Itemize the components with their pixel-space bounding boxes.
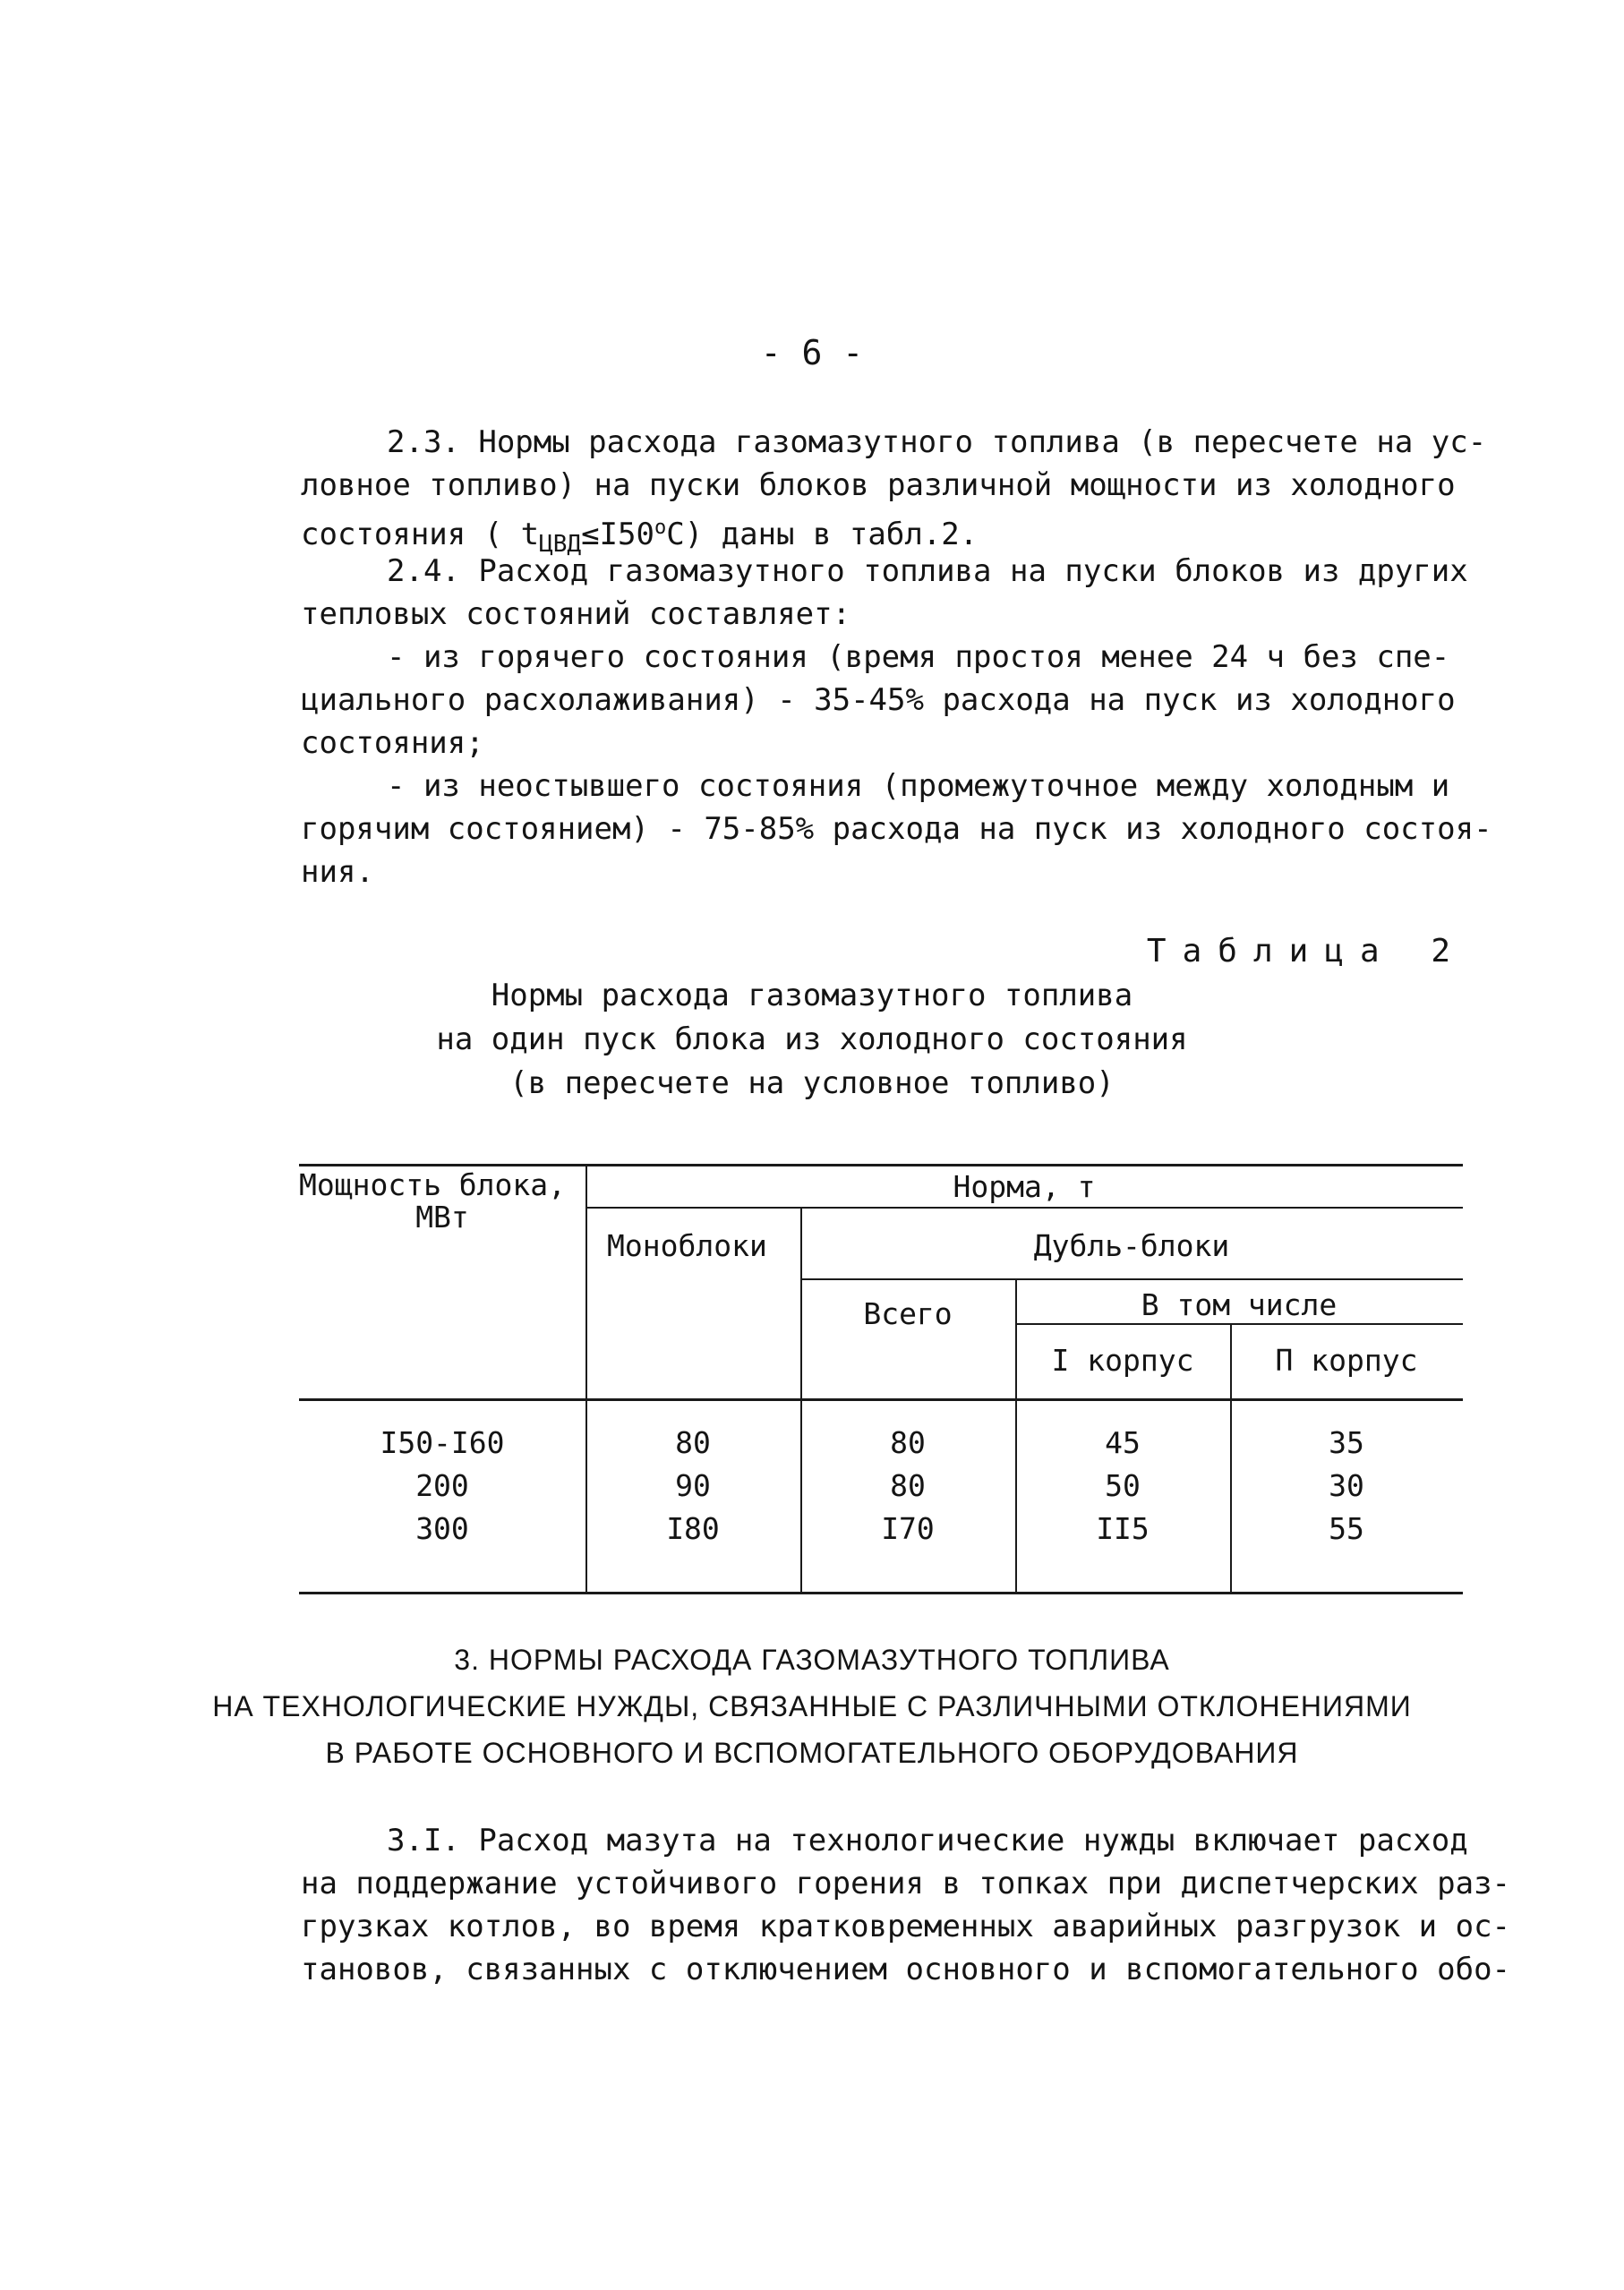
text-line: тановов, связанных с отключением основного и вспомогательного обо- bbox=[301, 1952, 1511, 1987]
cell-housing-1: II5 bbox=[1096, 1511, 1150, 1546]
caption-line: Нормы расхода газомазутного топлива bbox=[491, 978, 1133, 1013]
cell-housing-2: 35 bbox=[1329, 1425, 1364, 1460]
heading-line: В РАБОТЕ ОСНОВНОГО И ВСПОМОГАТЕЛЬНОГО ОБОРУДОВАНИЯ bbox=[325, 1737, 1299, 1769]
subscript: ЦВД bbox=[539, 531, 582, 558]
caption-line: (в пересчете на условное топливо) bbox=[509, 1065, 1115, 1101]
cell-total: 80 bbox=[890, 1425, 926, 1460]
text-line: - из неостывшего состояния (промежуточное между холодным и bbox=[387, 768, 1450, 804]
norms-table bbox=[299, 1164, 1463, 1594]
table-caption bbox=[0, 974, 1624, 1106]
text-line: - из горячего состояния (время простоя менее 24 ч без спе- bbox=[387, 639, 1450, 675]
cell-mono: 90 bbox=[675, 1468, 711, 1503]
cell-mono: 80 bbox=[675, 1425, 711, 1460]
text-fragment: С) даны в табл.2. bbox=[666, 517, 979, 552]
section-3-heading bbox=[0, 1636, 1624, 1776]
text-line: ловное топливо) на пуски блоков различной мощности из холодного bbox=[301, 467, 1456, 503]
header-housing-2: П корпус bbox=[1275, 1343, 1418, 1378]
header-including: В том числе bbox=[1141, 1287, 1338, 1322]
header-dubl: Дубль-блоки bbox=[1033, 1228, 1230, 1263]
table-rule bbox=[585, 1207, 1463, 1209]
cell-power: 200 bbox=[415, 1468, 469, 1503]
cell-housing-2: 55 bbox=[1329, 1511, 1364, 1546]
text-line: 2.3. Нормы расхода газомазутного топлива (в пересчете на ус- bbox=[387, 424, 1487, 460]
header-housing-1: I корпус bbox=[1051, 1343, 1194, 1378]
heading-line: 3. НОРМЫ РАСХОДА ГАЗОМАЗУТНОГО ТОПЛИВА bbox=[454, 1644, 1170, 1676]
cell-housing-1: 45 bbox=[1105, 1425, 1141, 1460]
header-norm: Норма, т bbox=[953, 1169, 1096, 1204]
paragraph-2-4 bbox=[301, 550, 1468, 636]
cell-total: 80 bbox=[890, 1468, 926, 1503]
text-line: ния. bbox=[301, 854, 374, 890]
list-item-warm-state bbox=[301, 765, 1492, 893]
table-header-rule bbox=[299, 1398, 1463, 1401]
header-mono: Моноблоки bbox=[607, 1228, 767, 1263]
table-rule bbox=[800, 1278, 1463, 1280]
text-line: состояния; bbox=[301, 725, 484, 761]
header-power: Мощность блока, bbox=[299, 1167, 567, 1202]
cell-power: 300 bbox=[415, 1511, 469, 1546]
caption-line: на один пуск блока из холодного состояния bbox=[436, 1021, 1188, 1057]
text-line: циального расхолаживания) - 35-45% расхода на пуск из холодного bbox=[301, 682, 1456, 718]
list-item-hot-state bbox=[301, 636, 1465, 765]
heading-line: НА ТЕХНОЛОГИЧЕСКИЕ НУЖДЫ, СВЯЗАННЫЕ С РАЗЛИЧНЫМИ ОТКЛОНЕНИЯМИ bbox=[212, 1690, 1412, 1722]
page-number: - 6 - bbox=[760, 333, 864, 372]
text-line: тепловых состояний составляет: bbox=[301, 596, 851, 632]
text-line: горячим состоянием) - 75-85% расхода на пуск из холодного состоя- bbox=[301, 811, 1492, 847]
text-fragment: ≤I50 bbox=[581, 517, 654, 552]
cell-housing-1: 50 bbox=[1105, 1468, 1141, 1503]
table-bottom-rule bbox=[299, 1592, 1463, 1594]
table-top-rule bbox=[299, 1164, 1463, 1166]
header-power-unit: МВт bbox=[415, 1200, 469, 1235]
text-line: грузках котлов, во время кратковременных аварийных разгрузок и ос- bbox=[301, 1909, 1511, 1944]
cell-power: I50-I60 bbox=[380, 1425, 505, 1460]
text-fragment: состояния ( t bbox=[301, 517, 540, 552]
text-line: 2.4. Расход газомазутного топлива на пуски блоков из других bbox=[387, 553, 1468, 589]
paragraph-2-3 bbox=[301, 421, 1487, 566]
superscript: о bbox=[654, 517, 667, 539]
text-line: 3.I. Расход мазута на технологические нужды включает расход bbox=[387, 1823, 1468, 1858]
header-total: Всего bbox=[863, 1296, 953, 1331]
paragraph-3-1 bbox=[301, 1819, 1511, 1991]
table-rule bbox=[1015, 1323, 1463, 1325]
cell-mono: I80 bbox=[666, 1511, 720, 1546]
text-line: на поддержание устойчивого горения в топках при диспетчерских раз- bbox=[301, 1866, 1511, 1901]
cell-housing-2: 30 bbox=[1329, 1468, 1364, 1503]
cell-total: I70 bbox=[881, 1511, 935, 1546]
table-label: Таблица 2 bbox=[1146, 933, 1466, 970]
